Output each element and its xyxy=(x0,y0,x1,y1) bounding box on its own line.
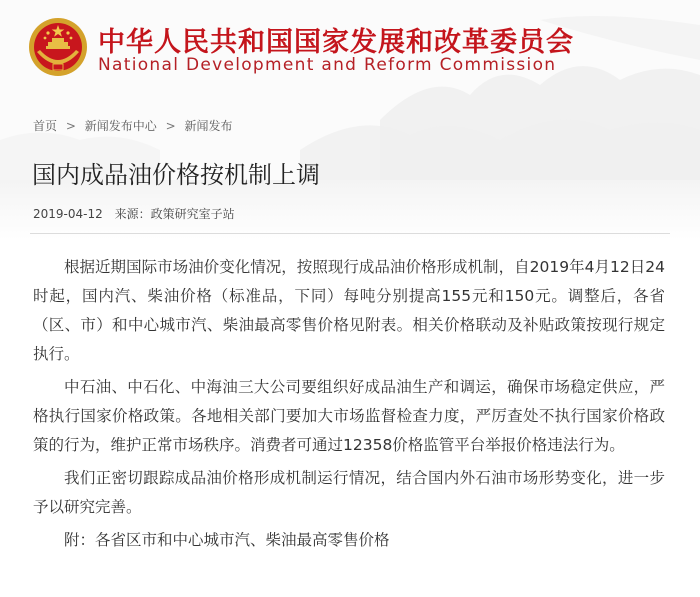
article-date: 2019-04-12 xyxy=(33,207,103,221)
breadcrumb xyxy=(33,117,232,134)
source-label: 来源： xyxy=(114,207,151,221)
paragraph: 我们正密切跟踪成品油价格形成机制运行情况，结合国内外石油市场形势变化，进一步予以研究完善。 xyxy=(33,469,665,516)
breadcrumb-separator: > xyxy=(165,119,176,133)
breadcrumb-separator: > xyxy=(65,119,76,133)
national-emblem-icon[interactable] xyxy=(27,16,89,78)
divider xyxy=(30,233,670,234)
article-body xyxy=(33,253,665,559)
site-header xyxy=(0,0,700,100)
breadcrumb-home[interactable]: 首页 xyxy=(33,119,58,133)
attachment-line[interactable]: 附：各省区市和中心城市汽、柴油最高零售价格 xyxy=(64,531,390,549)
breadcrumb-news-center[interactable]: 新闻发布中心 xyxy=(84,119,157,133)
paragraph: 根据近期国际市场油价变化情况，按照现行成品油价格形成机制，自2019年4月12日24时起，国内汽、柴油价格（标准品，下同）每吨分别提高155元和150元。调整后，各省（区、市）和中心城市汽、柴油最高零售价格见附表。相关价格联动及补贴政策按现行规定执行。 xyxy=(33,258,665,363)
article-source: 政策研究室子站 xyxy=(150,207,235,221)
article-meta xyxy=(33,205,235,222)
org-name-en[interactable]: National Development and Reform Commission xyxy=(98,55,557,75)
org-name-cn[interactable]: 中华人民共和国国家发展和改革委员会 xyxy=(98,27,574,58)
article-title: 国内成品油价格按机制上调 xyxy=(32,161,320,189)
breadcrumb-news-release[interactable]: 新闻发布 xyxy=(184,119,233,133)
paragraph: 中石油、中石化、中海油三大公司要组织好成品油生产和调运，确保市场稳定供应，严格执行国家价格政策。各地相关部门要加大市场监督检查力度，严厉查处不执行国家价格政策的行为，维护正常市场秩序。消费者可通过12358价格监管平台举报价格违法行为。 xyxy=(33,378,665,454)
